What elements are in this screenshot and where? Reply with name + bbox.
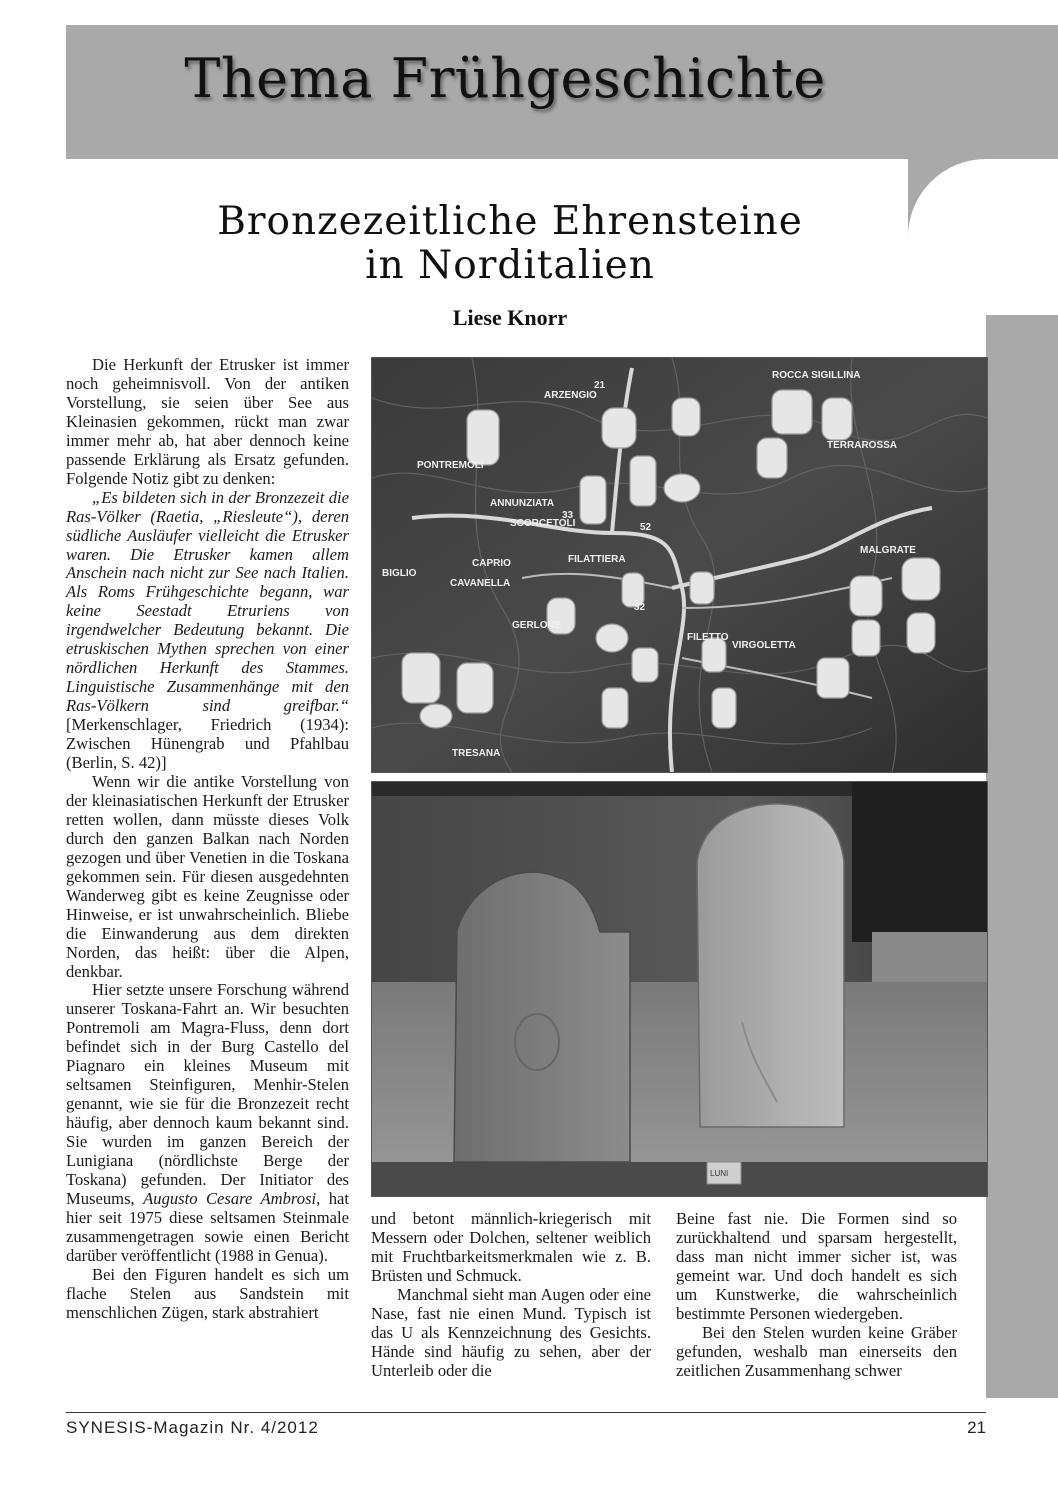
quote: „Es bildeten sich in der Bronzezeit die Ras-Völker (Raetia, „Riesleute“), deren südliche Ausläufer vielleicht die Etrusker waren. Die Etrusker kamen allem Anschein nach nicht zur See nach Italien. Als Roms Frühgeschichte begann, war keine Seestadt Etruriens von irgendwelcher Bedeutung bekannt. Die etruskischen Mythen sprechen von einer nördlichen Herkunft des Stammes. Linguistische Zusammenhänge mit den Ras-Völkern sind greifbar.“ <box>66 487 349 716</box>
map-label: 21 <box>594 380 606 391</box>
map-label: ROCCA SIGILLINA <box>772 370 861 381</box>
map-label: TRESANA <box>452 748 501 759</box>
map-label: VIRGOLETTA <box>732 640 796 651</box>
text-column-3 <box>676 1210 957 1381</box>
citation: [Merkenschlager, Friedrich (1934): Zwischen Hünengrab und Pfahlbau (Berlin, S. 42)] <box>66 715 349 773</box>
section-title: Thema Frühgeschichte <box>184 47 826 110</box>
stele-plaque-label: LUNI <box>710 1169 729 1178</box>
quote-paragraph <box>66 489 349 773</box>
article-title <box>120 200 900 288</box>
author-name: Liese Knorr <box>452 305 568 330</box>
map-label: PONTREMOLI <box>417 460 484 471</box>
map-label: ANNUNZIATA <box>490 498 555 509</box>
paragraph: Bei den Stelen wurden keine Gräber gefunden, weshalb man einerseits den zeitlichen Zusammenhang schwer <box>676 1322 957 1380</box>
map-label: SCORCETOLI <box>510 518 576 529</box>
person-name: Augusto Cesare Ambrosi, <box>143 1188 321 1208</box>
paragraph: und betont männlich-kriegerisch mit Messern oder Dolchen, seltener weiblich mit Fruchtbarkeitsmerkmalen wie z. B. Brüsten und Schmuck. <box>371 1209 651 1285</box>
header-curve <box>908 159 986 237</box>
text-column-2 <box>371 1210 651 1381</box>
map-label: CAPRIO <box>472 558 511 569</box>
map-photo <box>371 357 988 773</box>
map-label: CAVANELLA <box>450 578 511 589</box>
map-label: FILETTO <box>687 632 729 643</box>
text-column-1 <box>66 356 349 1323</box>
paragraph-text: Hier setzte unsere Forschung während unserer Toskana-Fahrt an. Wir besuchten Pontremoli am Magra-Fluss, denn dort befindet sich in der Burg Castello del Piagnaro ein kleines Museum mit seltsamen Steinfiguren, Menhir-Stelen genannt, wie sie für die Bronzezeit recht häufig, aber dennoch kaum bekannt sind. Sie wurden im ganzen Bereich der Lunigiana (nördlichste Berge der Toskana) gefunden. Der Initiator des Museums, <box>66 980 349 1208</box>
stele-photo <box>371 781 988 1197</box>
paragraph: Die Herkunft der Etrusker ist immer noch geheimnisvoll. Von der antiken Vorstellung, sie seien über See aus Kleinasien gekommen, rückt man zwar immer mehr ab, hat aber dennoch keine passende Erklärung als Ersatz gefunden. Folgende Notiz gibt zu denken: <box>66 355 349 488</box>
map-label: 32 <box>634 602 646 613</box>
paragraph: Wenn wir die antike Vorstellung von der kleinasiatischen Herkunft der Etrusker retten wollen, dann müsste dieses Volk durch den ganzen Balkan nach Norden gezogen und über Venetien in die Toskana gekommen sein. Für diesen ausgedehnten Wanderweg gibt es keine Zeugnisse oder Hinweise, er ist unwahrscheinlich. Bliebe die Einwanderung aus dem direkten Norden, das heißt: über die Alpen, denkbar. <box>66 771 349 981</box>
map-label: MALGRATE <box>860 545 916 556</box>
article-title-line1: Bronzezeitliche Ehrensteine <box>217 199 803 244</box>
map-label: FILATTIERA <box>568 554 626 565</box>
paragraph: Manchmal sieht man Augen oder eine Nase, fast nie einen Mund. Typisch ist das U als Kennzeichnung des Gesichts. Hände sind häufig zu sehen, aber der Unterleib oder die <box>371 1284 651 1380</box>
map-label: 33 <box>562 510 574 521</box>
map-label: GERLONE <box>512 620 562 631</box>
map-label: BIGLIO <box>382 568 417 579</box>
map-label: TERRAROSSA <box>827 440 898 451</box>
map-label: ARZENGIO <box>544 390 597 401</box>
paragraph <box>66 981 349 1265</box>
stele-illustration <box>372 782 987 1196</box>
paragraph-text: hat hier seit 1975 diese seltsamen Steinmale zusammengetragen sowie einen Bericht darüber veröffentlicht (1988 in Genua). <box>66 1188 349 1265</box>
paragraph: Bei den Figuren handelt es sich um flache Stelen aus Sandstein mit menschlichen Zügen, stark abstrahiert <box>66 1264 349 1322</box>
footer-rule <box>66 1412 986 1413</box>
paragraph: Beine fast nie. Die Formen sind so zurückhaltend und sparsam hergestellt, dass man nicht immer sicher ist, was gemeint war. Und doch handelt es sich um Kunstwerke, die wahrscheinlich bestimmte Personen wiedergeben. <box>676 1209 957 1323</box>
magazine-name: SYNESIS-Magazin Nr. 4/2012 <box>66 1418 319 1437</box>
map-illustration <box>372 358 987 772</box>
article-title-line2: in Norditalien <box>365 243 655 288</box>
page-number: 21 <box>967 1418 986 1437</box>
map-label: 52 <box>640 522 652 533</box>
